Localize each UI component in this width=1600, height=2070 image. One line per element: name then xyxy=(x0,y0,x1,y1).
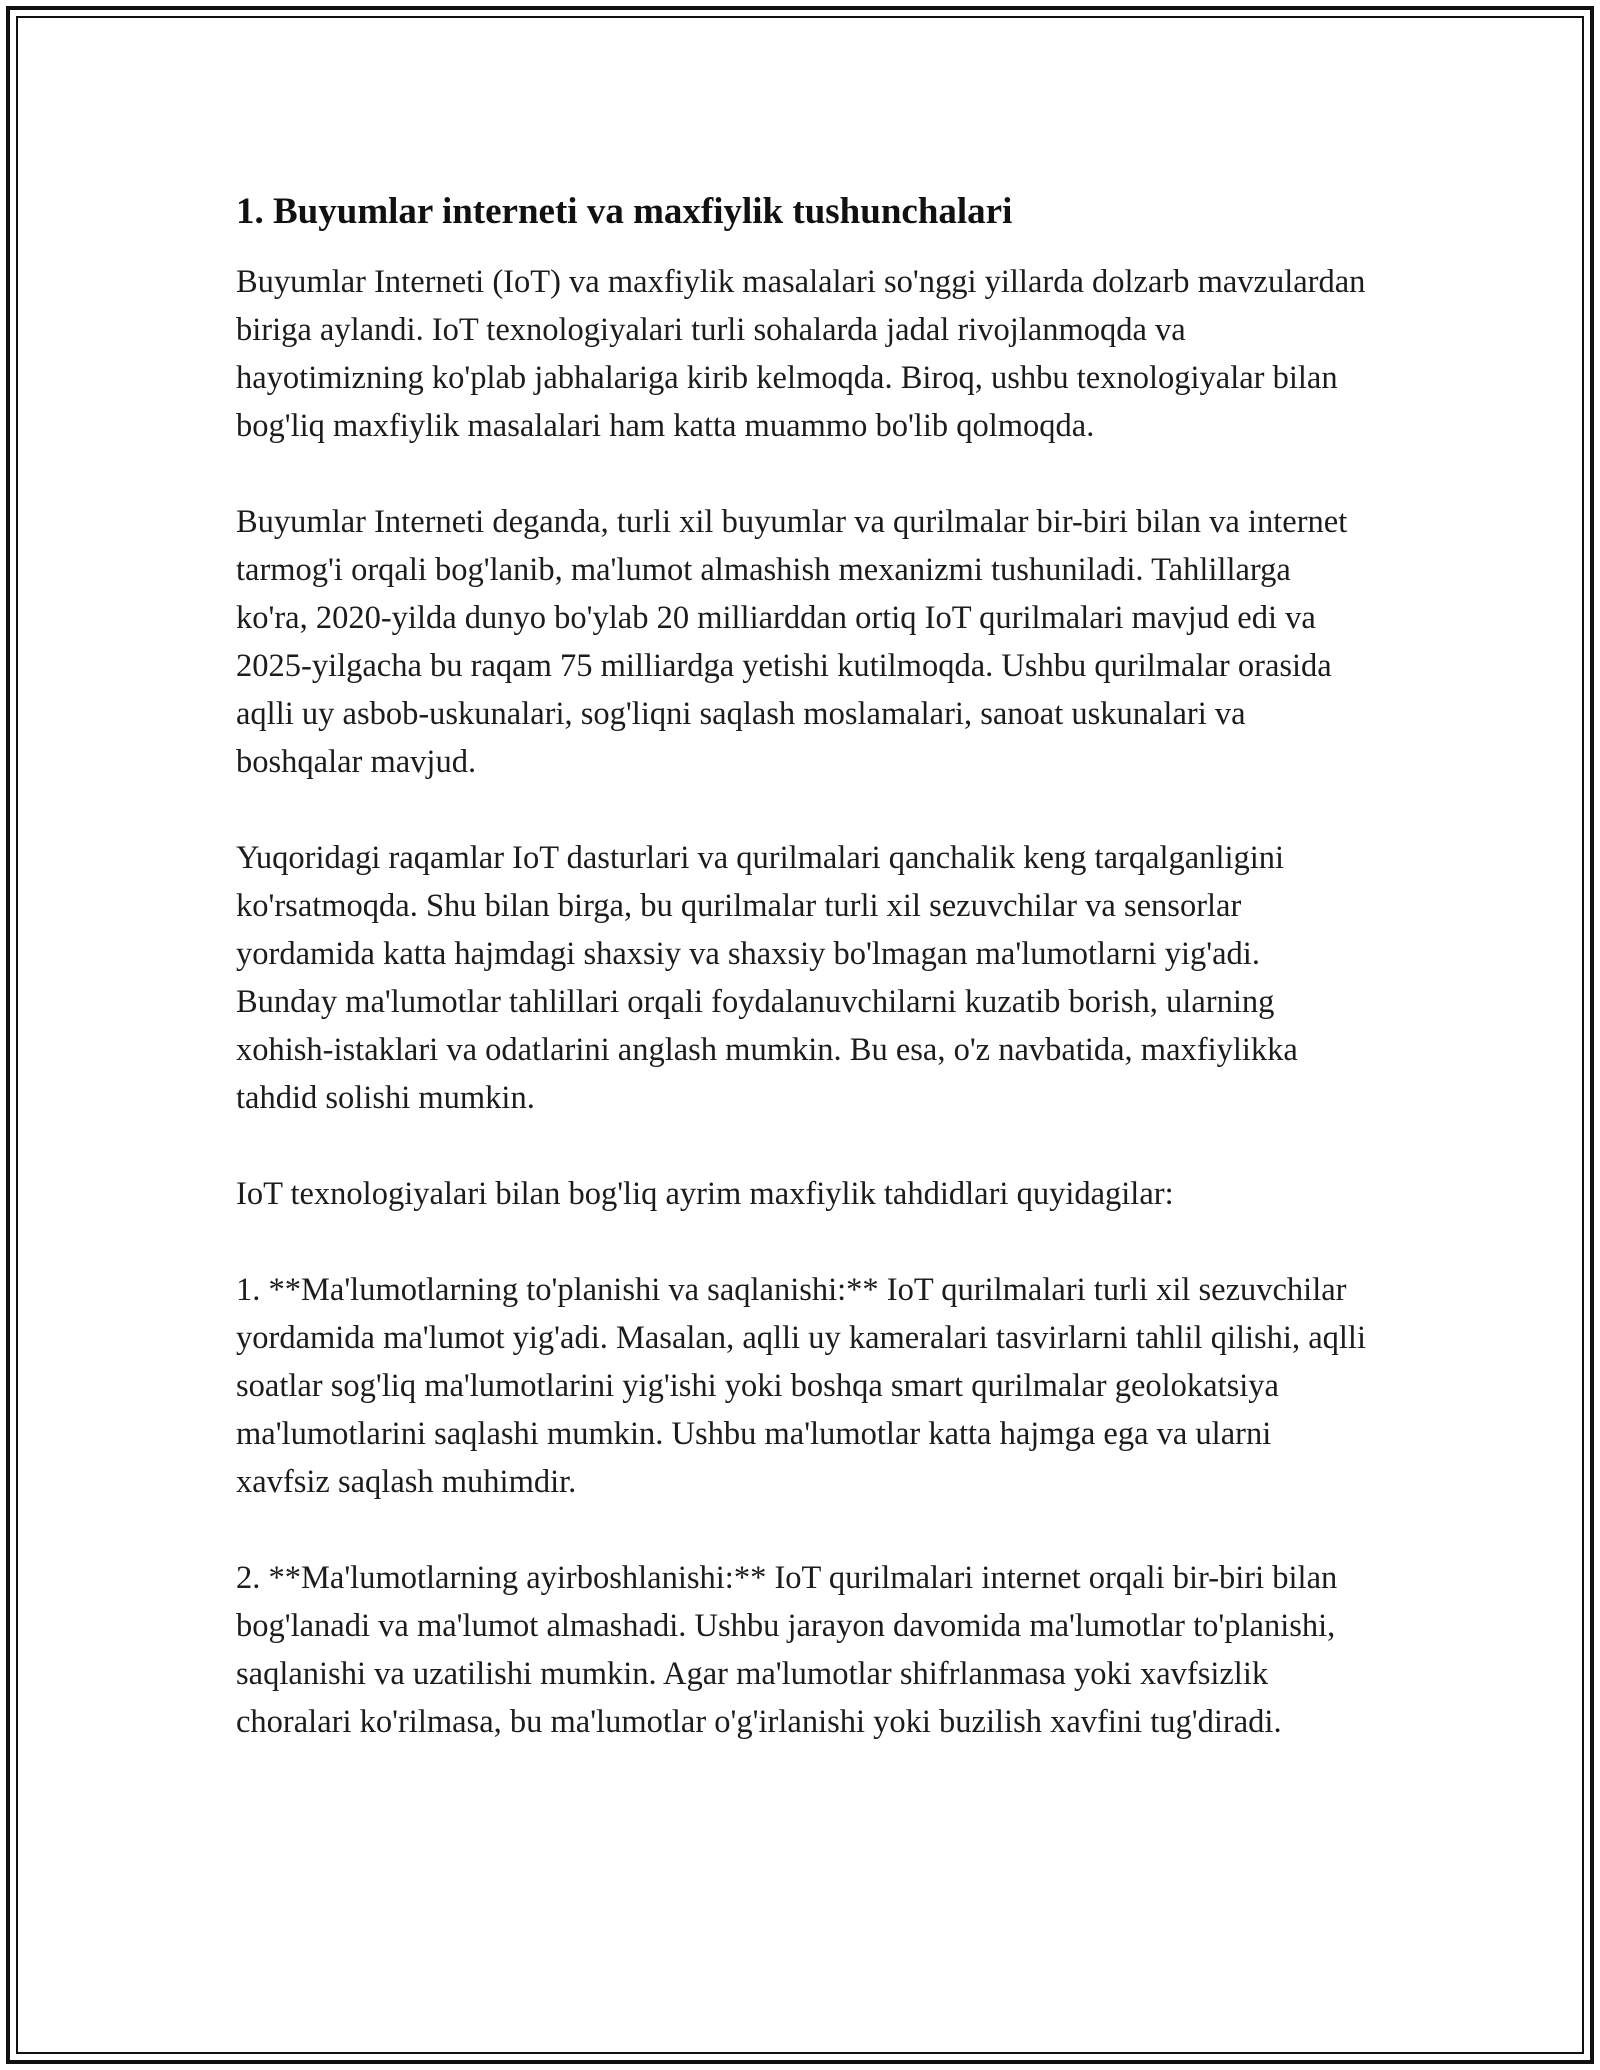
paragraph-data-collection: Yuqoridagi raqamlar IoT dasturlari va qurilmalari qanchalik keng tarqalganligini ko'rsatmoqda. Shu bilan birga, bu qurilmalar turli xil sezuvchilar va sensorlar yordamida katta hajmdagi shaxsiy va shaxsiy bo'lmagan ma'lumotlarni yig'adi. Bunday ma'lumotlar tahlillari orqali foydalanuvchilarni kuzatib borish, ularning xohish-istaklari va odatlarini anglash mumkin. Bu esa, o'z navbatida, maxfiylikka tahdid solishi mumkin. xyxy=(236,840,1298,1116)
section-heading: 1. Buyumlar interneti va maxfiylik tushunchalari xyxy=(236,191,1013,232)
paragraph-iot-definition: Buyumlar Interneti deganda, turli xil buyumlar va qurilmalar bir-biri bilan va internet tarmog'i orqali bog'lanib, ma'lumot almashish mexanizmi tushuniladi. Tahlillarga ko'ra, 2020-yilda dunyo bo'ylab 20 milliarddan ortiq IoT qurilmalari mavjud edi va 2025-yilgacha bu raqam 75 milliardga yetishi kutilmoqda. Ushbu qurilmalar orasida aqlli uy asbob-uskunalari, sog'liqni saqlash moslamalari, sanoat uskunalari va boshqalar mavjud. xyxy=(236,504,1348,780)
document-body xyxy=(236,188,1366,1746)
list-item-threat-2: 2. **Ma'lumotlarning ayirboshlanishi:** IoT qurilmalari internet orqali bir-biri bilan bog'lanadi va ma'lumot almashadi. Ushbu jarayon davomida ma'lumotlar to'planishi, saqlanishi va uzatilishi mumkin. Agar ma'lumotlar shifrlanmasa yoki xavfsizlik choralari ko'rilmasa, bu ma'lumotlar o'g'irlanishi yoki buzilish xavfini tug'diradi. xyxy=(236,1560,1338,1740)
paragraph-intro: Buyumlar Interneti (IoT) va maxfiylik masalalari so'nggi yillarda dolzarb mavzulardan biriga aylandi. IoT texnologiyalari turli sohalarda jadal rivojlanmoqda va hayotimizning ko'plab jabhalariga kirib kelmoqda. Biroq, ushbu texnologiyalar bilan bog'liq maxfiylik masalalari ham katta muammo bo'lib qolmoqda. xyxy=(236,264,1366,444)
paragraph-threats-intro: IoT texnologiyalari bilan bog'liq ayrim maxfiylik tahdidlari quyidagilar: xyxy=(236,1176,1174,1212)
list-item-threat-1: 1. **Ma'lumotlarning to'planishi va saqlanishi:** IoT qurilmalari turli xil sezuvchilar yordamida ma'lumot yig'adi. Masalan, aqlli uy kameralari tasvirlarni tahlil qilishi, aqlli soatlar sog'liq ma'lumotlarini yig'ishi yoki boshqa smart qurilmalar geolokatsiya ma'lumotlarini saqlashi mumkin. Ushbu ma'lumotlar katta hajmga ega va ularni xavfsiz saqlash muhimdir. xyxy=(236,1272,1366,1500)
